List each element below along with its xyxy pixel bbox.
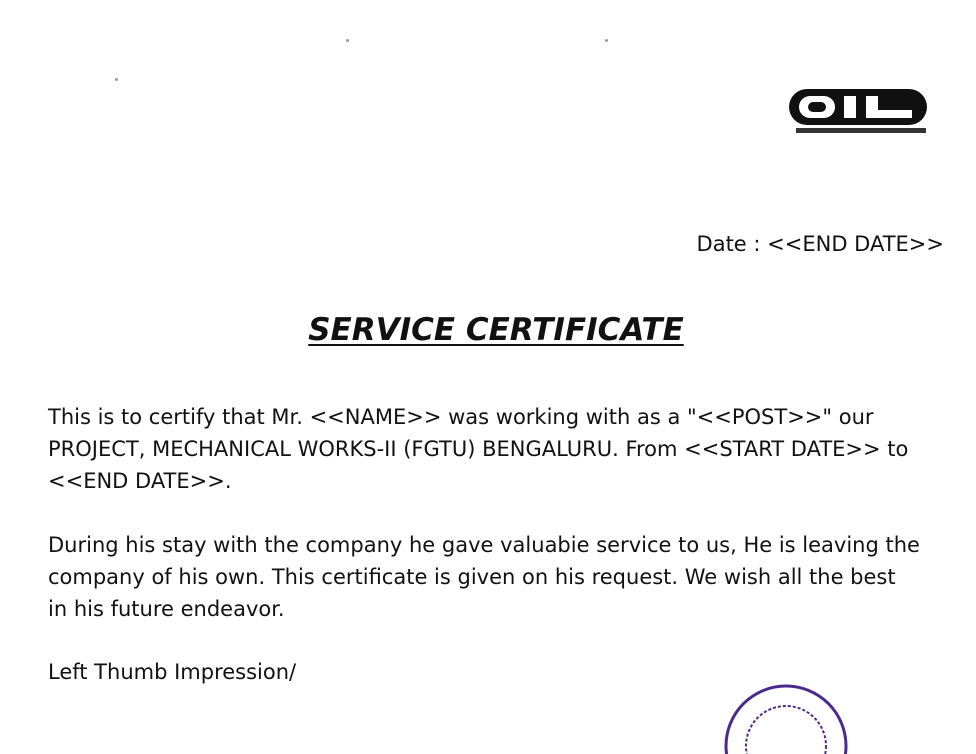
paragraph-line: in his future endeavor. bbox=[48, 597, 285, 621]
certification-paragraph bbox=[48, 401, 948, 497]
certificate-title: SERVICE CERTIFICATE bbox=[308, 312, 684, 348]
paragraph-line: This is to certify that Mr. <<NAME>> was working with as a "<<POST>>" our bbox=[48, 405, 874, 429]
service-paragraph bbox=[48, 529, 948, 625]
paragraph-line: company of his own. This certificate is given on his request. We wish all the best bbox=[48, 565, 896, 589]
scan-speck bbox=[115, 78, 118, 81]
scan-speck bbox=[605, 39, 608, 42]
paragraph-line: <<END DATE>>. bbox=[48, 469, 232, 493]
paragraph-line: PROJECT, MECHANICAL WORKS-II (FGTU) BENGALURU. From <<START DATE>> to bbox=[48, 437, 909, 461]
paragraph-line: During his stay with the company he gave valuabie service to us, He is leaving the bbox=[48, 533, 920, 557]
scan-speck bbox=[346, 39, 349, 42]
certificate-date: Date : <<END DATE>> bbox=[696, 232, 944, 256]
official-stamp bbox=[716, 684, 856, 754]
company-logo bbox=[786, 86, 930, 136]
paragraph-line: Left Thumb Impression/ bbox=[48, 660, 297, 684]
